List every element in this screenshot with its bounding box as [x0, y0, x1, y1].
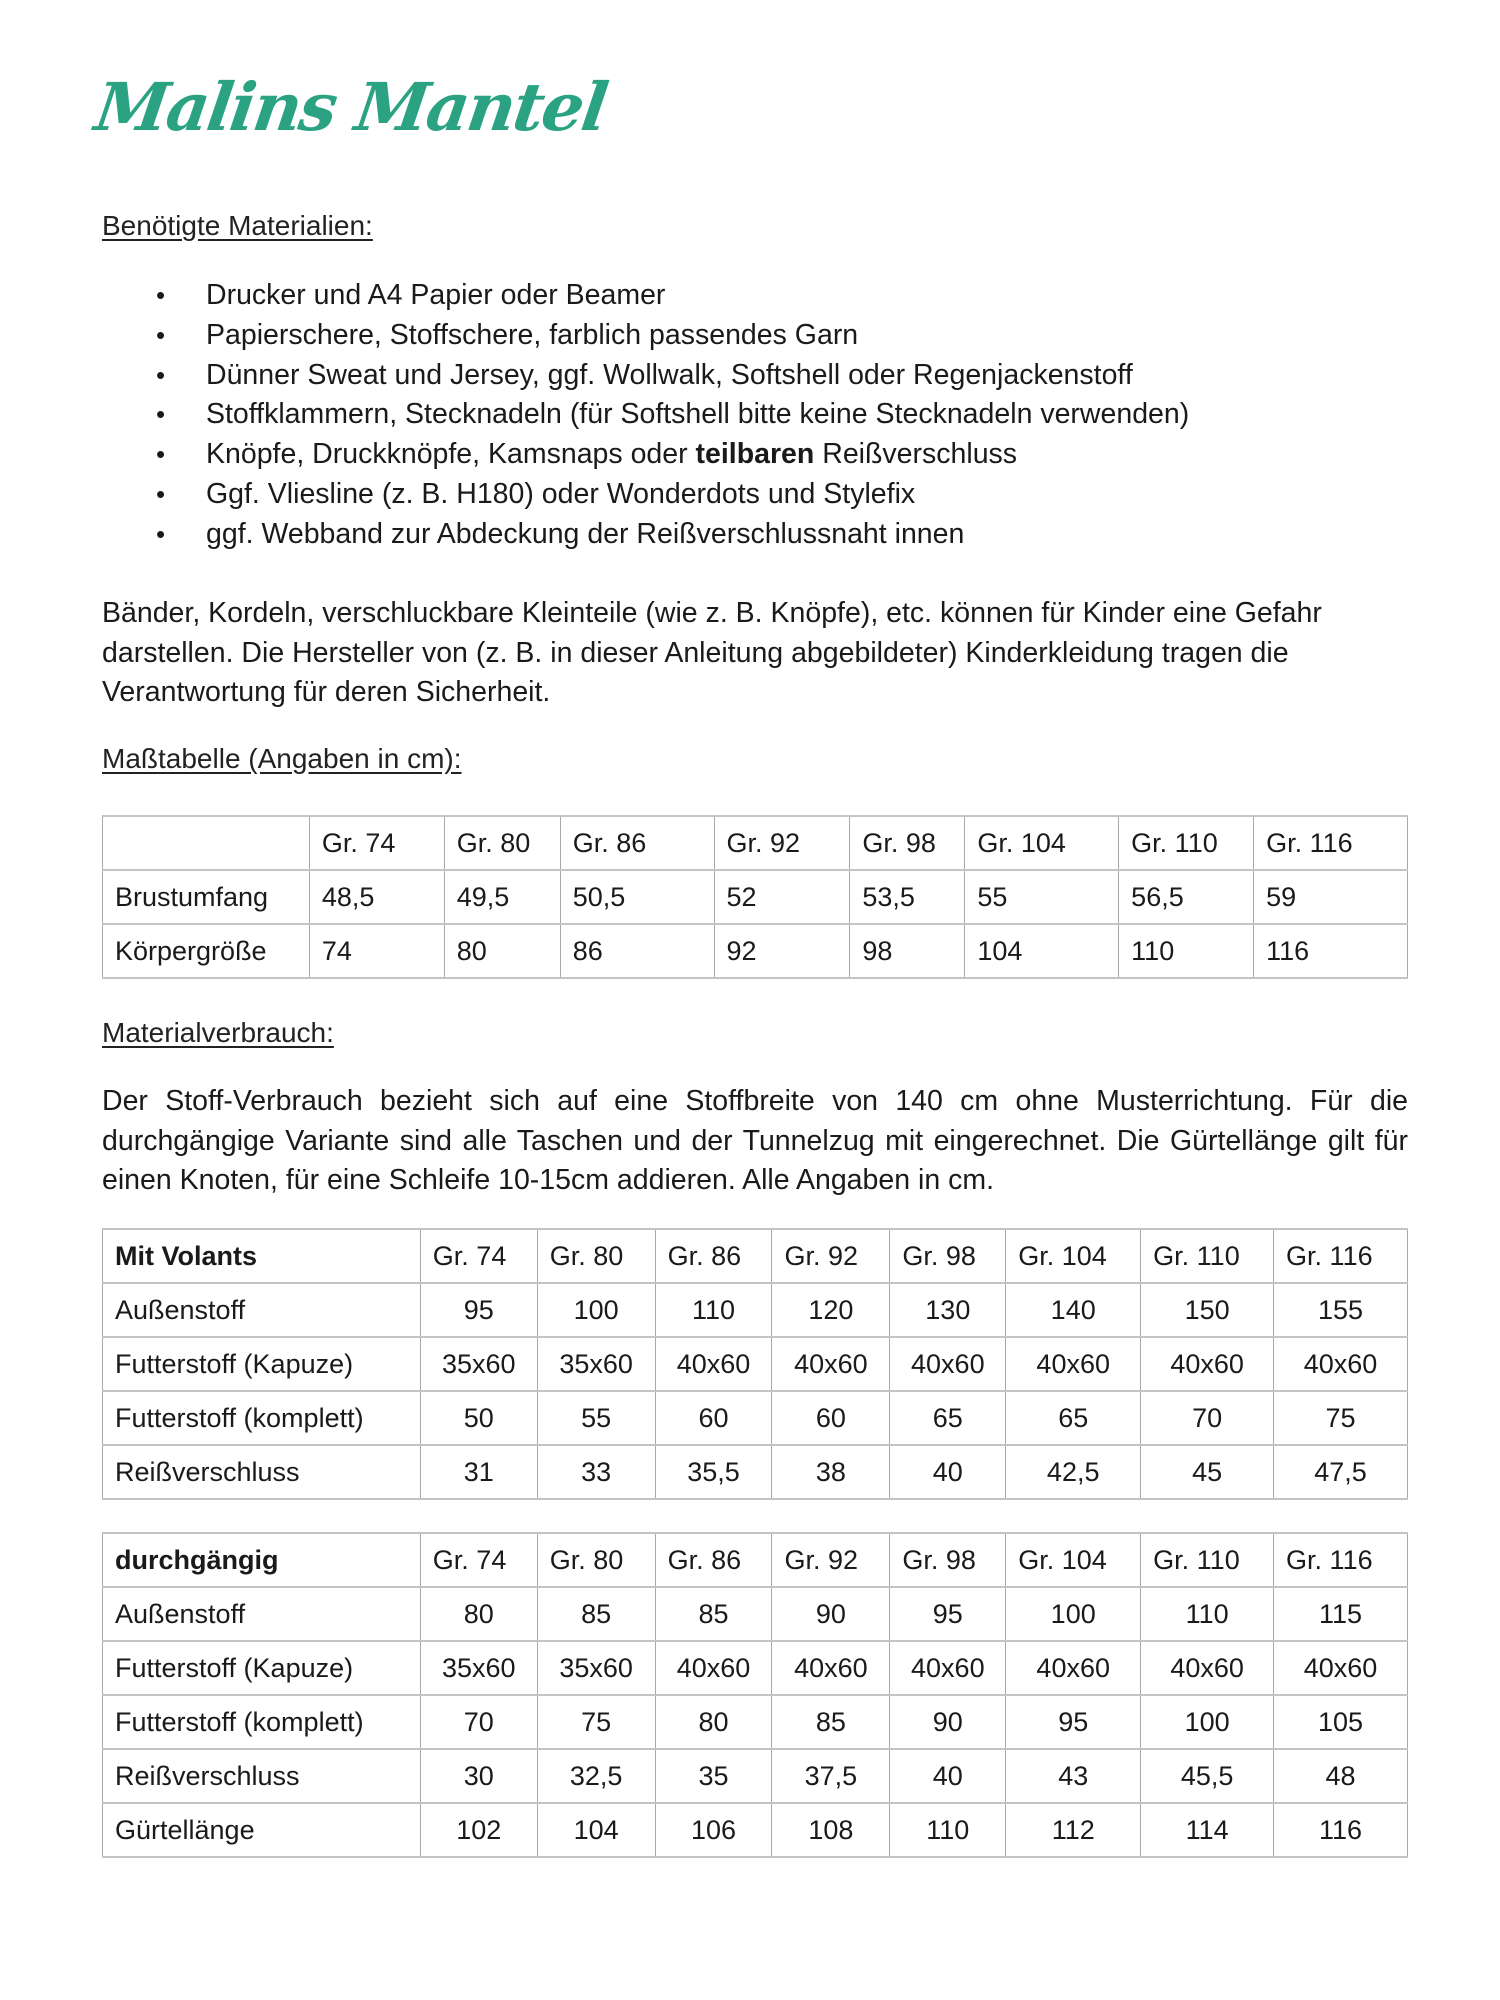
- emphasis: teilbaren: [695, 438, 815, 471]
- table-row: Reißverschluss 30 32,5 35 37,5 40 43 45,5 48: [103, 1749, 1408, 1803]
- bullet-icon: •: [156, 399, 166, 430]
- list-item: • Papierschere, Stoffschere, farblich passendes Garn: [150, 316, 1189, 356]
- list-item: • Knöpfe, Druckknöpfe, Kamsnaps oder teilbaren Reißverschluss: [150, 435, 1189, 475]
- bullet-icon: •: [156, 478, 166, 509]
- table-row: Futterstoff (komplett) 50 55 60 60 65 65 70 75: [103, 1391, 1408, 1445]
- size-table: [102, 815, 1408, 979]
- bullet-icon: •: [156, 439, 166, 470]
- table-row: Gürtellänge 102 104 106 108 110 112 114 116: [103, 1803, 1408, 1857]
- bullet-icon: •: [156, 280, 166, 310]
- document-title: Malins Mantel: [90, 68, 611, 146]
- consumption-heading: Materialverbrauch:: [102, 1017, 334, 1048]
- size-table-heading: Maßtabelle (Angaben in cm):: [102, 743, 462, 774]
- table-row: Brustumfang 48,5 49,5 50,5 52 53,5 55 56,5 59: [103, 870, 1408, 924]
- materials-heading: Benötigte Materialien:: [102, 210, 373, 241]
- continuous-table: [102, 1532, 1408, 1858]
- list-item: • Ggf. Vliesline (z. B. H180) oder Wonderdots und Stylefix: [150, 475, 1189, 515]
- table-header-row: durchgängig Gr. 74 Gr. 80 Gr. 86 Gr. 92 Gr. 98 Gr. 104 Gr. 110 Gr. 116: [103, 1533, 1408, 1587]
- list-item: • ggf. Webband zur Abdeckung der Reißverschlussnaht innen: [150, 515, 1189, 555]
- list-item: • Dünner Sweat und Jersey, ggf. Wollwalk, Softshell oder Regenjackenstoff: [150, 356, 1189, 396]
- table-row: Futterstoff (Kapuze) 35x60 35x60 40x60 40x60 40x60 40x60 40x60 40x60: [103, 1641, 1408, 1695]
- table-row: Futterstoff (komplett) 70 75 80 85 90 95 100 105: [103, 1695, 1408, 1749]
- materials-list: [150, 276, 1189, 555]
- table-row: Außenstoff 80 85 85 90 95 100 110 115: [103, 1587, 1408, 1641]
- table-row: Körpergröße 74 80 86 92 98 104 110 116: [103, 924, 1408, 978]
- list-item: • Drucker und A4 Papier oder Beamer: [150, 276, 1189, 316]
- consumption-description: Der Stoff-Verbrauch bezieht sich auf eine Stoffbreite von 140 cm ohne Musterrichtung. Für die durchgängige Variante sind alle Taschen und der Tunnelzug mit eingerechnet. Die Gürtellänge gilt für einen Knoten, für eine Schleife 10-15cm addieren. Alle Angaben in cm.: [102, 1085, 1408, 1197]
- table-row: Außenstoff 95 100 110 120 130 140 150 155: [103, 1283, 1408, 1337]
- bullet-icon: •: [156, 518, 166, 549]
- bullet-icon: •: [156, 319, 166, 350]
- volants-table: [102, 1228, 1408, 1500]
- list-item: • Stoffklammern, Stecknadeln (für Softshell bitte keine Stecknadeln verwenden): [150, 395, 1189, 435]
- bullet-icon: •: [156, 359, 166, 390]
- table-header-row: Mit Volants Gr. 74 Gr. 80 Gr. 86 Gr. 92 Gr. 98 Gr. 104 Gr. 110 Gr. 116: [103, 1229, 1408, 1283]
- safety-warning: Bänder, Kordeln, verschluckbare Kleinteile (wie z. B. Knöpfe), etc. können für Kinder eine Gefahr darstellen. Die Hersteller von (z. B. in dieser Anleitung abgebildeter) Kinderkleidung tragen die Verantwortung für deren Sicherheit.: [102, 597, 1322, 709]
- table-row: Reißverschluss 31 33 35,5 38 40 42,5 45 47,5: [103, 1445, 1408, 1499]
- table-row: Futterstoff (Kapuze) 35x60 35x60 40x60 40x60 40x60 40x60 40x60 40x60: [103, 1337, 1408, 1391]
- table-header-row: Gr. 74 Gr. 80 Gr. 86 Gr. 92 Gr. 98 Gr. 104 Gr. 110 Gr. 116: [103, 816, 1408, 870]
